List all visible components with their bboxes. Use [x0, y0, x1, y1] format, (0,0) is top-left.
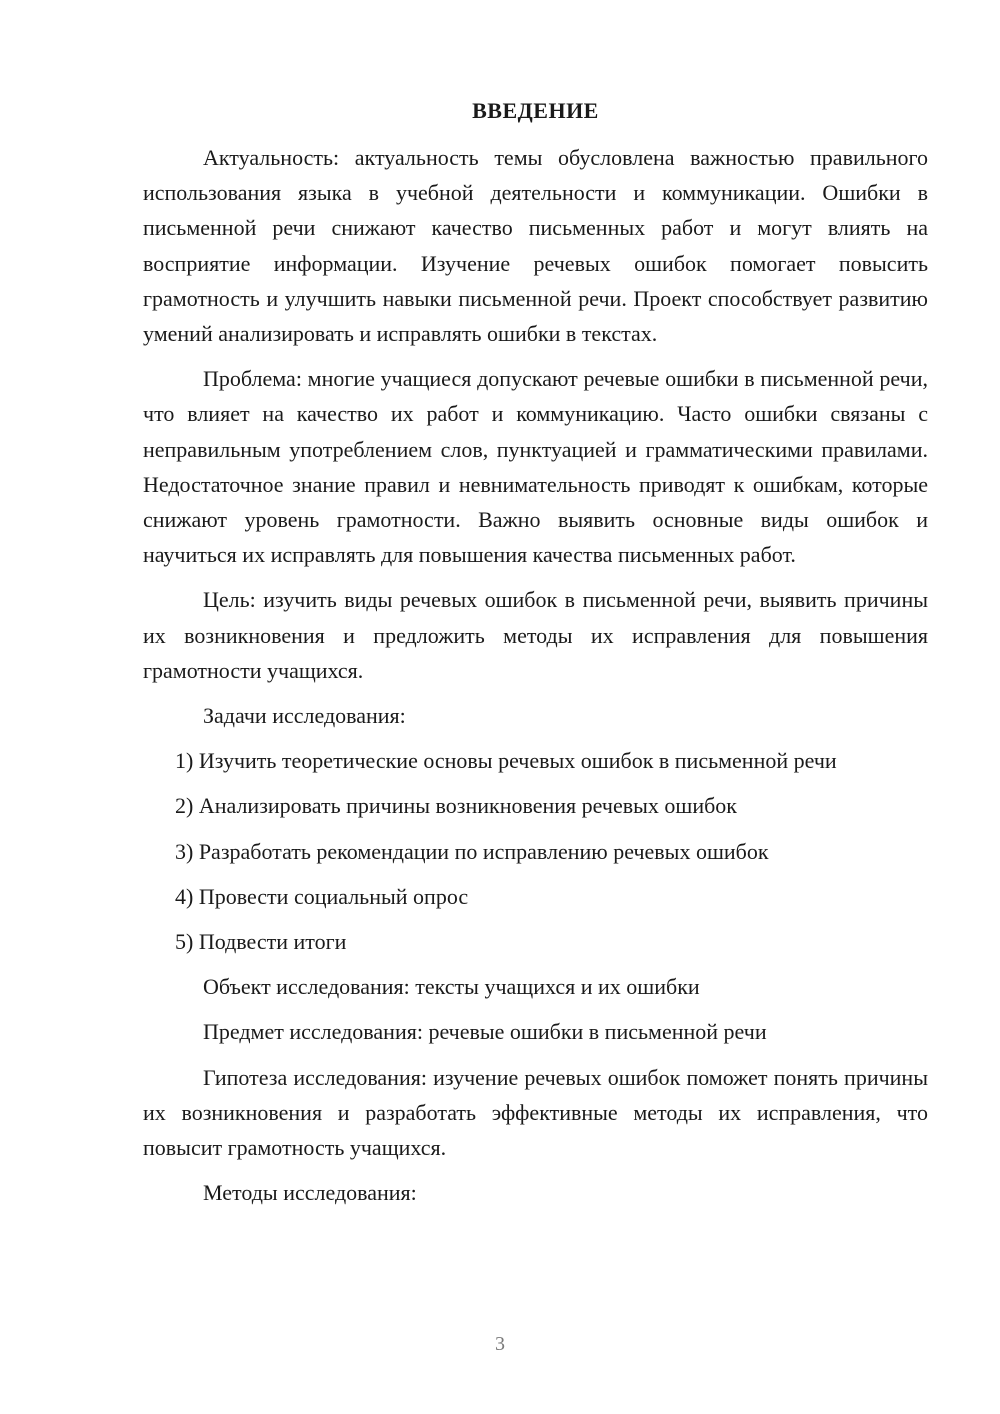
page-title: ВВЕДЕНИЕ — [472, 98, 599, 123]
relevance-paragraph: Актуальность: актуальность темы обусловлена важностью правильного использования языка в учебной деятельности и коммуникации. Ошибки в письменной речи снижают качество письменных работ и могут влиять на восприятие информации. Изучение речевых ошибок помогает повысить грамотность и улучшить навыки письменной речи. Проект способствует развитию умений анализировать и исправлять ошибки в текстах. — [143, 145, 928, 347]
task-item-3: 3) Разработать рекомендации по исправлению речевых ошибок — [175, 838, 769, 864]
document-page — [143, 96, 928, 1220]
research-subject: Предмет исследования: речевые ошибки в письменной речи — [203, 1019, 767, 1045]
problem-paragraph: Проблема: многие учащиеся допускают речевые ошибки в письменной речи, что влияет на качество их работ и коммуникацию. Часто ошибки связаны с неправильным употреблением слов, пунктуацией и грамматическими правилами. Недостаточное знание правил и невнимательность приводят к ошибкам, которые снижают уровень грамотности. Важно выявить основные виды ошибок и научиться их исправлять для повышения качества письменных работ. — [143, 366, 928, 568]
task-item-5: 5) Подвести итоги — [175, 929, 347, 955]
tasks-title: Задачи исследования: — [203, 703, 406, 729]
goal-paragraph: Цель: изучить виды речевых ошибок в письменной речи, выявить причины их возникновения и предложить методы их исправления для повышения грамотности учащихся. — [143, 587, 928, 683]
task-item-4: 4) Провести социальный опрос — [175, 883, 469, 909]
research-object: Объект исследования: тексты учащихся и их ошибки — [203, 974, 700, 1000]
page-number: 3 — [495, 1333, 505, 1355]
hypothesis-paragraph: Гипотеза исследования: изучение речевых ошибок поможет понять причины их возникновения и разработать эффективные методы их исправления, что повысит грамотность учащихся. — [143, 1064, 928, 1161]
task-item-1: 1) Изучить теоретические основы речевых ошибок в письменной речи — [175, 748, 837, 774]
methods-title: Методы исследования: — [203, 1180, 417, 1206]
task-item-2: 2) Анализировать причины возникновения речевых ошибок — [175, 793, 737, 819]
